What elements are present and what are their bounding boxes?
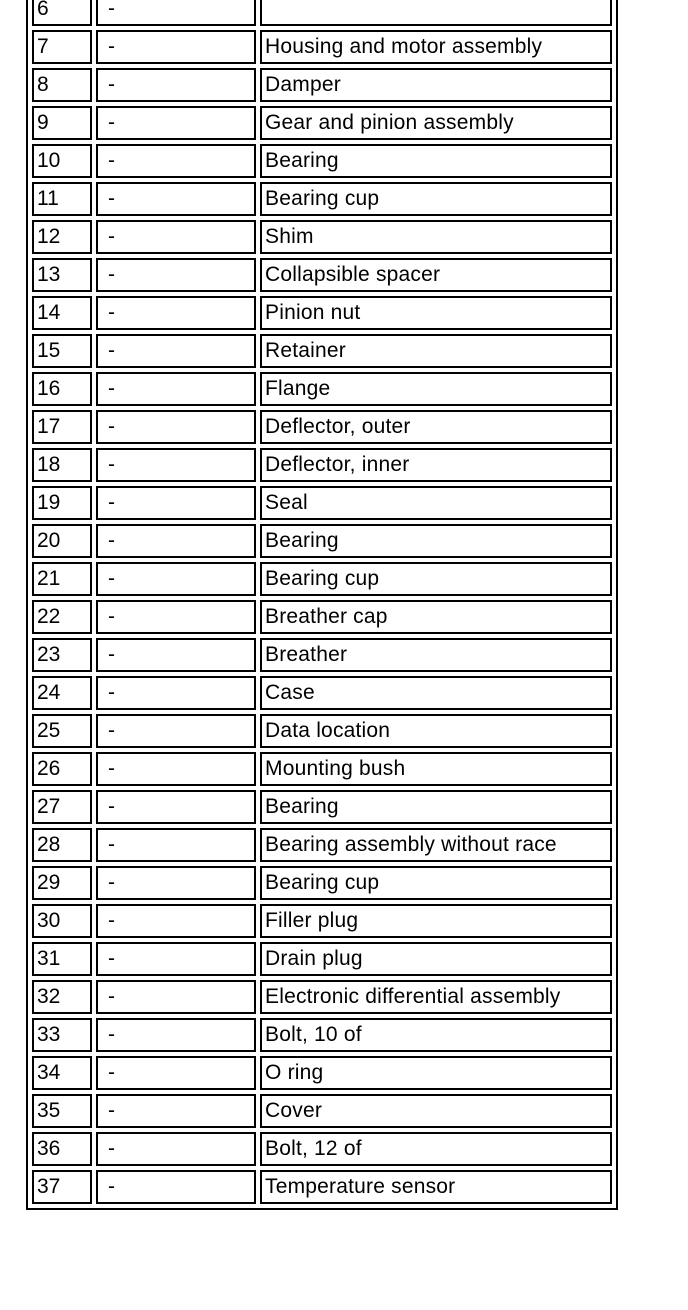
- separator-dash: -: [96, 866, 256, 900]
- table-row: [32, 562, 612, 596]
- parts-list-table: [26, 0, 618, 1210]
- table-row: [32, 676, 612, 710]
- separator-dash: -: [96, 1170, 256, 1204]
- part-number: 25: [32, 714, 92, 748]
- part-description: Housing and motor assembly: [260, 30, 612, 64]
- separator-dash: -: [96, 410, 256, 444]
- part-number: 14: [32, 296, 92, 330]
- table-row: [32, 714, 612, 748]
- part-description: Seal: [260, 486, 612, 520]
- table-row: [32, 220, 612, 254]
- part-description: Mounting bush: [260, 752, 612, 786]
- part-number: 30: [32, 904, 92, 938]
- part-number: 37: [32, 1170, 92, 1204]
- part-number: 13: [32, 258, 92, 292]
- part-description: Filler plug: [260, 904, 612, 938]
- part-description: Bolt, 12 of: [260, 1132, 612, 1166]
- part-number: 16: [32, 372, 92, 406]
- separator-dash: -: [96, 524, 256, 558]
- table-row: [32, 486, 612, 520]
- separator-dash: -: [96, 942, 256, 976]
- part-description: Shim: [260, 220, 612, 254]
- part-number: 19: [32, 486, 92, 520]
- separator-dash: -: [96, 220, 256, 254]
- part-description: Retainer: [260, 334, 612, 368]
- part-number: 10: [32, 144, 92, 178]
- part-description: [260, 0, 612, 26]
- separator-dash: -: [96, 828, 256, 862]
- table-row: [32, 182, 612, 216]
- table-row: [32, 1056, 612, 1090]
- part-description: Deflector, outer: [260, 410, 612, 444]
- part-number: 36: [32, 1132, 92, 1166]
- table-row: [32, 1132, 612, 1166]
- part-description: Flange: [260, 372, 612, 406]
- part-description: Bearing: [260, 524, 612, 558]
- separator-dash: -: [96, 106, 256, 140]
- part-number: 33: [32, 1018, 92, 1052]
- table-row: [32, 866, 612, 900]
- table-row: [32, 942, 612, 976]
- table-row: [32, 790, 612, 824]
- part-description: Collapsible spacer: [260, 258, 612, 292]
- table-row: [32, 752, 612, 786]
- part-description: Breather: [260, 638, 612, 672]
- parts-list-body: [32, 0, 612, 1204]
- table-row: [32, 334, 612, 368]
- table-row: [32, 448, 612, 482]
- separator-dash: -: [96, 486, 256, 520]
- part-number: 17: [32, 410, 92, 444]
- separator-dash: -: [96, 638, 256, 672]
- part-number: 8: [32, 68, 92, 102]
- part-description: Temperature sensor: [260, 1170, 612, 1204]
- part-description: Cover: [260, 1094, 612, 1128]
- table-row: [32, 68, 612, 102]
- table-row: [32, 1170, 612, 1204]
- table-row: [32, 828, 612, 862]
- part-number: 11: [32, 182, 92, 216]
- part-number: 18: [32, 448, 92, 482]
- part-number: 21: [32, 562, 92, 596]
- table-row: [32, 1094, 612, 1128]
- separator-dash: -: [96, 1056, 256, 1090]
- table-row: [32, 296, 612, 330]
- part-number: 35: [32, 1094, 92, 1128]
- part-number: 29: [32, 866, 92, 900]
- table-row: [32, 638, 612, 672]
- separator-dash: -: [96, 68, 256, 102]
- part-description: Drain plug: [260, 942, 612, 976]
- table-row: [32, 30, 612, 64]
- part-description: Bearing: [260, 790, 612, 824]
- part-description: Bolt, 10 of: [260, 1018, 612, 1052]
- separator-dash: -: [96, 334, 256, 368]
- separator-dash: -: [96, 1018, 256, 1052]
- separator-dash: -: [96, 980, 256, 1014]
- table-row: [32, 144, 612, 178]
- part-description: Data location: [260, 714, 612, 748]
- table-row: [32, 524, 612, 558]
- separator-dash: -: [96, 562, 256, 596]
- separator-dash: -: [96, 714, 256, 748]
- separator-dash: -: [96, 296, 256, 330]
- separator-dash: -: [96, 258, 256, 292]
- separator-dash: -: [96, 1094, 256, 1128]
- table-row: [32, 372, 612, 406]
- part-description: Damper: [260, 68, 612, 102]
- part-description: Bearing: [260, 144, 612, 178]
- part-number: 32: [32, 980, 92, 1014]
- part-number: 15: [32, 334, 92, 368]
- table-row: [32, 600, 612, 634]
- part-number: 27: [32, 790, 92, 824]
- table-row: [32, 106, 612, 140]
- part-number: 34: [32, 1056, 92, 1090]
- part-description: Breather cap: [260, 600, 612, 634]
- table-row: [32, 410, 612, 444]
- part-number: 23: [32, 638, 92, 672]
- part-number: 22: [32, 600, 92, 634]
- part-number: 9: [32, 106, 92, 140]
- table-row: [32, 904, 612, 938]
- part-description: Gear and pinion assembly: [260, 106, 612, 140]
- part-description: Deflector, inner: [260, 448, 612, 482]
- part-number: 26: [32, 752, 92, 786]
- separator-dash: -: [96, 904, 256, 938]
- part-description: Case: [260, 676, 612, 710]
- part-description: Bearing cup: [260, 182, 612, 216]
- separator-dash: -: [96, 182, 256, 216]
- separator-dash: -: [96, 752, 256, 786]
- separator-dash: -: [96, 676, 256, 710]
- separator-dash: -: [96, 30, 256, 64]
- part-number: 7: [32, 30, 92, 64]
- part-description: O ring: [260, 1056, 612, 1090]
- part-number: 31: [32, 942, 92, 976]
- separator-dash: -: [96, 1132, 256, 1166]
- part-description: Bearing cup: [260, 562, 612, 596]
- table-row: [32, 0, 612, 26]
- separator-dash: -: [96, 448, 256, 482]
- separator-dash: -: [96, 790, 256, 824]
- part-number: 24: [32, 676, 92, 710]
- part-description: Pinion nut: [260, 296, 612, 330]
- table-row: [32, 980, 612, 1014]
- separator-dash: -: [96, 372, 256, 406]
- separator-dash: -: [96, 600, 256, 634]
- table-row: [32, 1018, 612, 1052]
- part-description: Electronic differential assembly: [260, 980, 612, 1014]
- part-number: 20: [32, 524, 92, 558]
- part-number: 6: [32, 0, 92, 26]
- part-description: Bearing cup: [260, 866, 612, 900]
- separator-dash: -: [96, 0, 256, 26]
- part-number: 12: [32, 220, 92, 254]
- separator-dash: -: [96, 144, 256, 178]
- part-number: 28: [32, 828, 92, 862]
- part-description: Bearing assembly without race: [260, 828, 612, 862]
- table-row: [32, 258, 612, 292]
